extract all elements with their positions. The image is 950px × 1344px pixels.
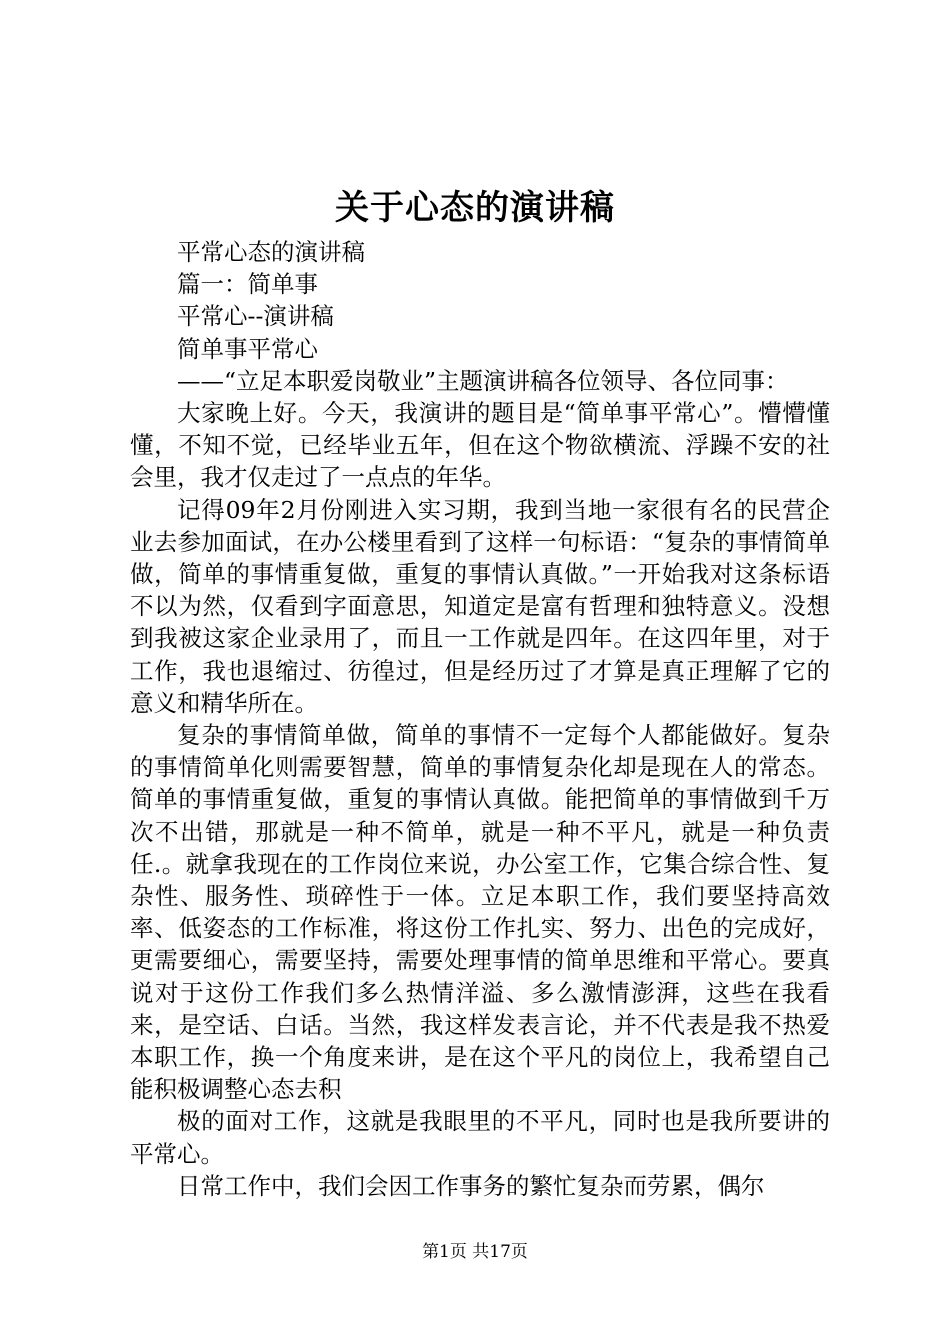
paragraph-greeting: 大家晚上好。今天，我演讲的题目是“简单事平常心”。懵懵懂懂，不知不觉，已经毕业五年，但在这个物欲横流、浮躁不安的社会里，我才仅走过了一点点的年华。 [130, 399, 830, 492]
paragraph-memory: 记得09年2月份刚进入实习期，我到当地一家很有名的民营企业去参加面试，在办公楼里看到了这样一句标语：“复杂的事情简单做，简单的事情重复做，重复的事情认真做。”一开始我对这条标语不以为然，仅看到字面意思，知道定是富有哲理和独特意义。没想到我被这家企业录用了，而且一工作就是四年。在这四年里，对于工作，我也退缩过、彷徨过，但是经历过了才算是真正理解了它的意义和精华所在。 [130, 495, 830, 717]
paragraph-theme: ——“立足本职爱岗敬业”主题演讲稿各位领导、各位同事： [177, 366, 789, 395]
paragraph-daily: 日常工作中，我们会因工作事务的繁忙复杂而劳累，偶尔 [177, 1171, 765, 1200]
paragraph-positive: 极的面对工作，这就是我眼里的不平凡，同时也是我所要讲的平常心。 [130, 1107, 830, 1168]
paragraph-chapter: 篇一：简单事 [177, 270, 318, 299]
paragraph-subtitle: 平常心态的演讲稿 [177, 238, 365, 266]
paragraph-heading: 平常心--演讲稿 [177, 302, 334, 331]
paragraph-complex: 复杂的事情简单做，简单的事情不一定每个人都能做好。复杂的事情简单化则需要智慧，简单的事情复杂化却是现在人的常态。简单的事情重复做，重复的事情认真做。能把简单的事情做到千万次不出错，那就是一种不简单，就是一种不平凡，就是一种负责任.。就拿我现在的工作岗位来说，办公室工作，它集合综合性、复杂性、服务性、琐碎性于一体。立足本职工作，我们要坚持高效率、低姿态的工作标准，将这份工作扎实、努力、出色的完成好，更需要细心，需要坚持，需要处理事情的简单思维和平常心。要真说对于这份工作我们多么热情洋溢、多么激情澎湃，这些在我看来，是空话、白话。当然，我这样发表言论，并不代表是我不热爱本职工作，换一个角度来讲，是在这个平凡的岗位上，我希望自己能积极调整心态去积 [130, 721, 830, 1104]
paragraph-heading-2: 简单事平常心 [177, 334, 318, 363]
page-footer: 第1页 共17页 [422, 1242, 528, 1262]
document-body [130, 236, 830, 1202]
document-title: 关于心态的演讲稿 [335, 188, 615, 228]
